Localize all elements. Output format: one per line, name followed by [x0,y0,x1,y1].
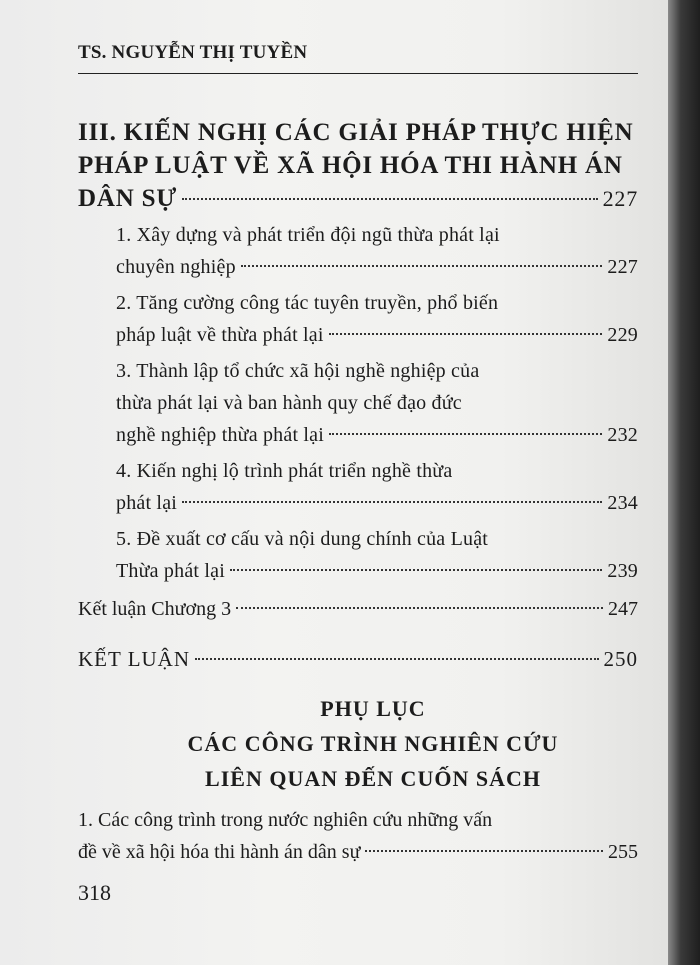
toc-page-number: 227 [602,186,638,211]
toc-item-last: đề về xã hội hóa thi hành án dân sự [78,841,361,863]
toc-item-last: Thừa phát lại [116,560,225,582]
toc-page-number: 234 [607,492,638,514]
toc-page-number: 250 [603,647,638,671]
toc-page-number: 227 [607,256,638,278]
dot-leader [230,569,602,571]
toc-item-line: 2. Tăng cường công tác tuyên truyền, phổ biến [116,292,499,314]
toc-item-line: 3. Thành lập tổ chức xã hội nghề nghiệp của [116,360,480,382]
toc-chapter-conclusion [78,593,638,625]
toc-appendix-item [78,804,638,868]
toc-leader-line [116,319,638,351]
dot-leader [329,433,602,435]
toc-item-last: phát lại [116,492,178,514]
appendix-heading [108,691,638,796]
dot-leader [236,607,603,609]
toc-item-last: chuyên nghiệp [116,256,236,278]
appendix-title-line: CÁC CÔNG TRÌNH NGHIÊN CỨU [187,731,559,756]
dot-leader [195,658,598,660]
toc-item-last: pháp luật về thừa phát lại [116,324,324,346]
toc-leader-line [116,419,638,451]
dot-leader [182,501,602,503]
toc-leader-line [116,487,638,519]
toc-item-line: 4. Kiến nghị lộ trình phát triển nghề thừa [116,460,453,482]
toc-conclusion [78,643,638,675]
toc-section-title-line: III. KIẾN NGHỊ CÁC GIẢI PHÁP THỰC HIỆN [78,119,634,146]
toc-item [116,455,638,519]
toc-page-number: 255 [608,841,638,863]
toc-item-last: nghề nghiệp thừa phát lại [116,424,325,446]
dot-leader [329,333,603,335]
toc-item-line: 1. Các công trình trong nước nghiên cứu những vấn [78,809,493,831]
toc-section-title-line: PHÁP LUẬT VỀ XÃ HỘI HÓA THI HÀNH ÁN [78,152,623,179]
appendix-title-line: LIÊN QUAN ĐẾN CUỐN SÁCH [205,766,541,791]
toc-item [116,355,638,451]
table-of-contents [78,116,638,868]
toc-item-label: Kết luận Chương 3 [78,598,232,620]
toc-page-number: 247 [608,598,638,620]
toc-page-number: 239 [607,560,638,582]
dot-leader [365,850,603,852]
toc-item [116,219,638,283]
toc-section-iii [78,116,638,215]
toc-item-line: thừa phát lại và ban hành quy chế đạo đức [116,392,462,414]
toc-leader-line [116,555,638,587]
toc-item [116,287,638,351]
toc-item-label: KẾT LUẬN [78,647,191,671]
toc-item [116,523,638,587]
toc-item-line: 5. Đề xuất cơ cấu và nội dung chính của Luật [116,528,489,550]
toc-section-title-last: DÂN SỰ [78,185,178,212]
dot-leader [241,265,603,267]
running-header: TS. NGUYỄN THỊ TUYỀN [78,42,638,74]
book-edge [668,0,700,965]
toc-leader-line [116,251,638,283]
appendix-title-line: PHỤ LỤC [320,696,426,721]
toc-leader-line [78,836,638,868]
dot-leader [182,198,598,200]
toc-leader-line [78,182,638,215]
toc-page-number: 229 [607,324,638,346]
page-number: 318 [78,880,111,905]
toc-item-line: 1. Xây dựng và phát triển đội ngũ thừa phát lại [116,224,500,246]
toc-page-number: 232 [607,424,638,446]
